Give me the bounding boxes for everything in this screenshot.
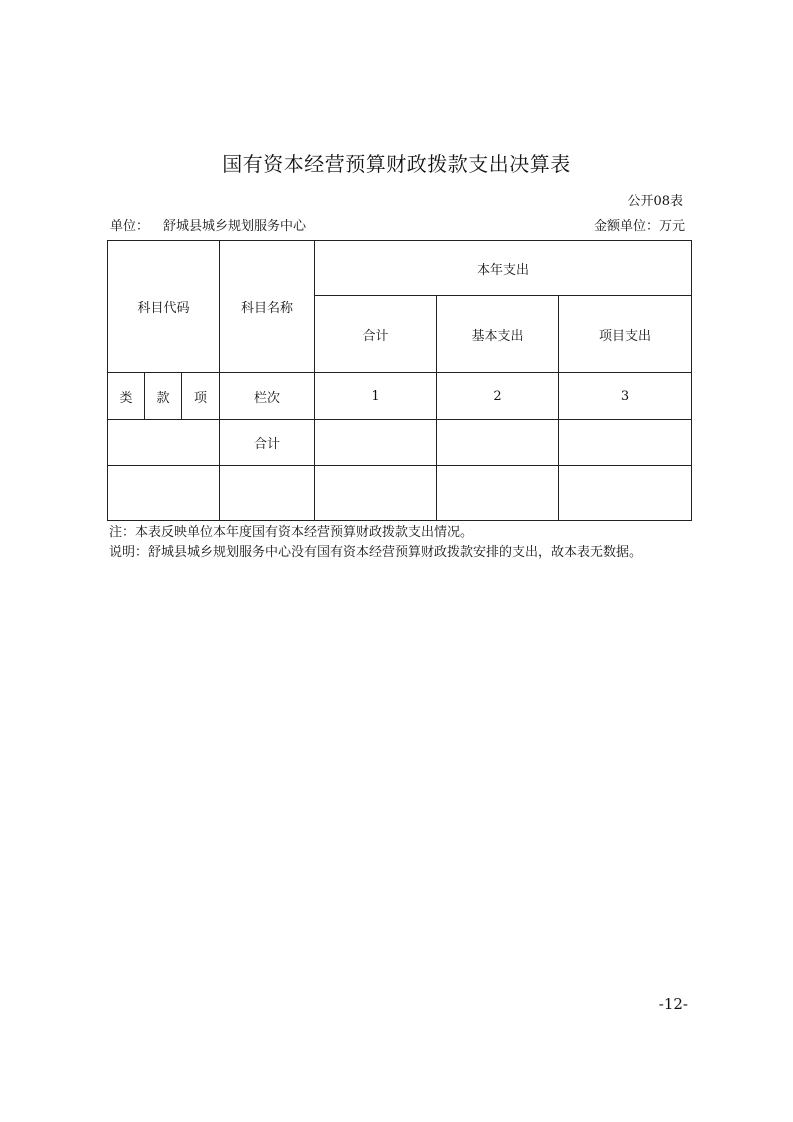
subject-name-header: 科目名称 [220, 241, 315, 373]
subject-code-header: 科目代码 [108, 241, 220, 373]
total-row-basic-cell [437, 420, 559, 466]
empty-row-project-cell [559, 466, 692, 521]
total-row-total-cell [315, 420, 437, 466]
form-number: 公开08表 [627, 194, 683, 209]
unit-label: 单位： [110, 219, 150, 234]
total-row-code-cell [108, 420, 220, 466]
table-note: 注：本表反映单位本年度国有资本经营预算财政拨款支出情况。 [109, 525, 474, 540]
empty-row-total-cell [315, 466, 437, 521]
empty-row-code-cell [108, 466, 220, 521]
column-2: 2 [437, 373, 559, 420]
section-header: 款 [145, 373, 182, 420]
unit-name: 舒城县城乡规划服务中心 [163, 219, 307, 234]
total-header: 合计 [315, 296, 437, 373]
budget-table [107, 240, 692, 521]
empty-row-name-cell [220, 466, 315, 521]
empty-row-basic-cell [437, 466, 559, 521]
basic-expense-header: 基本支出 [437, 296, 559, 373]
table-explanation: 说明：舒城县城乡规划服务中心没有国有资本经营预算财政拨款安排的支出，故本表无数据。 [109, 545, 643, 560]
notes-block [109, 523, 642, 563]
total-row [108, 420, 692, 466]
item-header: 项 [182, 373, 220, 420]
amount-unit: 金额单位：万元 [593, 219, 685, 234]
current-year-header: 本年支出 [315, 241, 692, 296]
total-row-project-cell [559, 420, 692, 466]
page-title: 国有资本经营预算财政拨款支出决算表 [222, 152, 571, 176]
class-header: 类 [108, 373, 145, 420]
empty-data-row [108, 466, 692, 521]
column-number-label: 栏次 [220, 373, 315, 420]
total-row-label: 合计 [220, 420, 315, 466]
header-row-1 [108, 241, 692, 296]
unit-info [110, 215, 306, 234]
column-3: 3 [559, 373, 692, 420]
column-1: 1 [315, 373, 437, 420]
column-number-row [108, 373, 692, 420]
page-number: -12- [658, 995, 688, 1013]
project-expense-header: 项目支出 [559, 296, 692, 373]
